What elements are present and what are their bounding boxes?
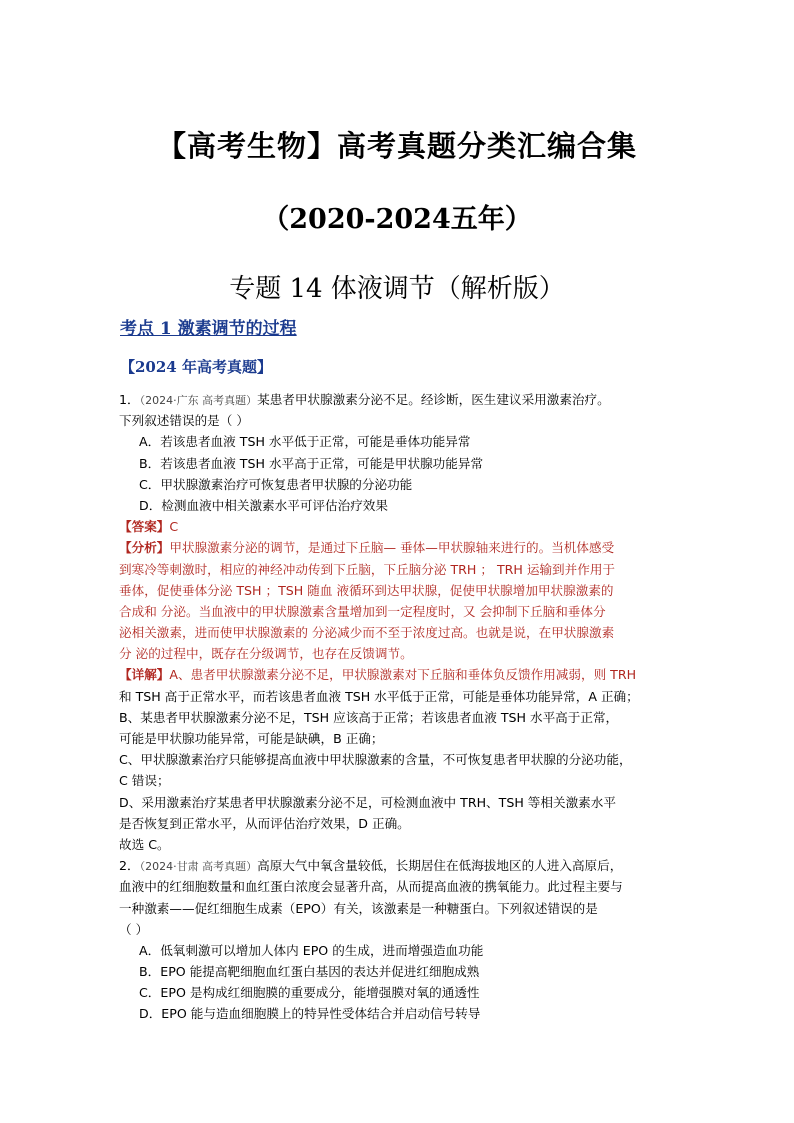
question-2-stem: 2．（2024·甘肃 高考真题）高原大气中氧含量较低，长期居住在低海拔地区的人进入高原后， <box>119 858 623 874</box>
question-source: （2024·广东 高考真题） <box>139 394 258 407</box>
option-b: B．EPO 能提高靶细胞血红蛋白基因的表达并促进红细胞成熟 <box>139 964 480 980</box>
question-number: 1． <box>119 392 140 407</box>
detail-line: 【详解】A、患者甲状腺激素分泌不足，甲状腺激素对下丘脑和垂体负反馈作用减弱，则 TRH <box>119 667 637 683</box>
option-c: C．EPO 是构成红细胞膜的重要成分，能增强膜对氧的通透性 <box>139 985 480 1001</box>
option-d: D．EPO 能与造血细胞膜上的特异性受体结合并启动信号转导 <box>139 1006 481 1022</box>
question-number: 2． <box>119 858 140 874</box>
question-1-stem: 1．（2024·广东 高考真题）某患者甲状腺激素分泌不足。经诊断，医生建议采用激素治疗。 <box>119 392 610 407</box>
option-d: D．检测血液中相关激素水平可评估治疗效果 <box>139 497 388 513</box>
option-b: B．若该患者血液 TSH 水平高于正常，可能是甲状腺功能异常 <box>139 455 484 471</box>
detail-line: B、某患者甲状腺激素分泌不足，TSH 应该高于正常；若该患者血液 TSH 水平高于正常， <box>119 709 619 725</box>
analysis-line: 【分析】甲状腺激素分泌的调节，是通过下丘脑— 垂体—甲状腺轴来进行的。当机体感受 <box>119 540 615 556</box>
question-2-stem-cont: 血液中的红细胞数量和血红蛋白浓度会显著升高，从而提高血液的携氧能力。此过程主要与 <box>119 879 623 895</box>
analysis-line: 到寒冷等刺激时，相应的神经冲动传到下丘脑，下丘脑分泌 TRH ； TRH 运输到并作用于 <box>119 561 616 577</box>
detail-line: 故选 C。 <box>119 836 170 852</box>
option-c: C．甲状腺激素治疗可恢复患者甲状腺的分泌功能 <box>139 476 413 492</box>
analysis-line: 垂体，促使垂体分泌 TSH ；TSH 随血 液循环到达甲状腺，促使甲状腺增加甲状腺激素的 <box>119 582 614 598</box>
analysis-label: 【分析】 <box>119 540 170 556</box>
document-title: 【高考生物】高考真题分类汇编合集 <box>156 129 637 163</box>
subsection-heading: 【2024 年高考真题】 <box>120 358 272 376</box>
analysis-line: 泌相关激素，进而使甲状腺激素的 分泌减少而不至于浓度过高。也就是说，在甲状腺激素 <box>119 625 615 641</box>
detail-line: 是否恢复到正常水平，从而评估治疗效果，D 正确。 <box>119 815 410 831</box>
detail-label: 【详解】 <box>119 667 170 683</box>
detail-line: C 错误； <box>119 773 170 789</box>
detail-line: C、甲状腺激素治疗只能够提高血液中甲状腺激素的含量，不可恢复患者甲状腺的分泌功能， <box>119 752 632 768</box>
option-a: A．若该患者血液 TSH 水平低于正常，可能是垂体功能异常 <box>139 434 471 450</box>
section-heading: 考点 1 激素调节的过程 <box>120 319 297 339</box>
question-content <box>119 389 689 1025</box>
analysis-line: 分 泌的过程中，既存在分级调节，也存在反馈调节。 <box>119 646 413 662</box>
answer-label: 【答案】 <box>119 519 170 535</box>
detail-line: 可能是甲状腺功能异常，可能是缺碘，B 正确； <box>119 731 384 746</box>
question-2-stem-cont: 一种激素——促红细胞生成素（EPO）有关，该激素是一种糖蛋白。下列叙述错误的是 <box>119 900 598 916</box>
detail-line: 和 TSH 高于正常水平，而若该患者血液 TSH 水平低于正常，可能是垂体功能异常，A 正确； <box>119 688 639 704</box>
question-source: （2024·甘肃 高考真题） <box>139 860 258 874</box>
answer-line <box>119 516 689 537</box>
detail-line: D、采用激素治疗某患者甲状腺激素分泌不足，可检测血液中 TRH、TSH 等相关激素水平 <box>119 794 616 810</box>
question-2-stem-cont: （ ） <box>119 921 149 937</box>
topic-title: 专题 14 体液调节（解析版） <box>229 274 565 304</box>
question-1-stem-cont: 下列叙述错误的是（ ） <box>119 413 249 429</box>
document-years: （2020-2024五年） <box>262 204 532 235</box>
answer-value: C <box>169 519 179 535</box>
analysis-line: 合成和 分泌。当血液中的甲状腺激素含量增加到一定程度时，又 会抑制下丘脑和垂体分 <box>119 603 606 619</box>
option-a: A．低氧刺激可以增加人体内 EPO 的生成，进而增强造血功能 <box>139 942 484 958</box>
